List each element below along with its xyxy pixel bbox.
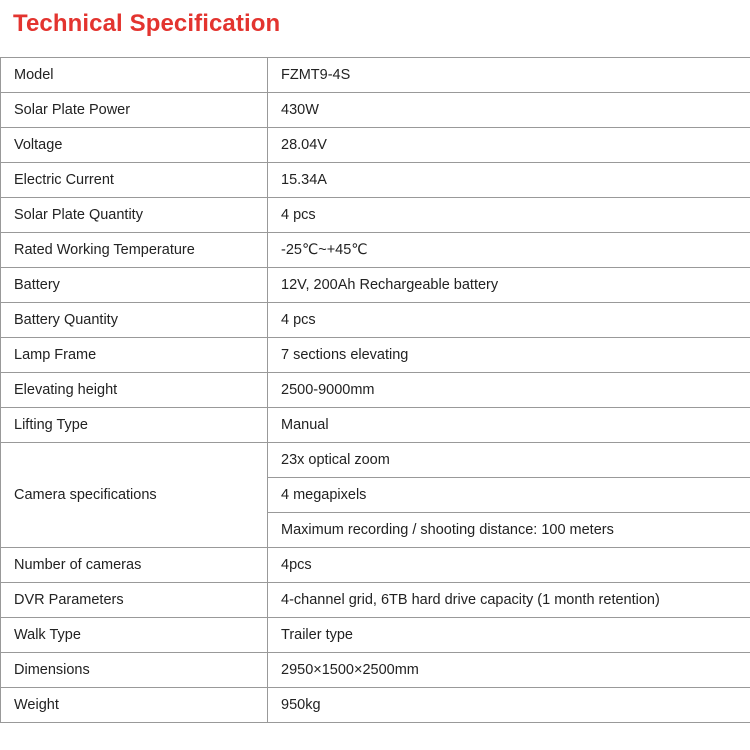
spec-label: Walk Type (1, 618, 268, 653)
spec-label: Solar Plate Quantity (1, 198, 268, 233)
table-row (1, 548, 750, 583)
spec-label: DVR Parameters (1, 583, 268, 618)
spec-value: 2500-9000mm (268, 373, 750, 408)
spec-value: 950kg (268, 688, 750, 723)
spec-label: Weight (1, 688, 268, 723)
spec-value: -25℃~+45℃ (268, 233, 750, 268)
spec-value: 28.04V (268, 128, 750, 163)
table-row (1, 408, 750, 443)
spec-label: Number of cameras (1, 548, 268, 583)
table-row (1, 443, 750, 478)
table-row (1, 233, 750, 268)
spec-value: 23x optical zoom (268, 443, 750, 478)
table-row (1, 93, 750, 128)
table-row (1, 58, 750, 93)
spec-label: Lamp Frame (1, 338, 268, 373)
spec-label: Electric Current (1, 163, 268, 198)
spec-value: 7 sections elevating (268, 338, 750, 373)
table-row (1, 688, 750, 723)
table-row (1, 653, 750, 688)
table-row (1, 128, 750, 163)
table-row (1, 198, 750, 233)
spec-label: Rated Working Temperature (1, 233, 268, 268)
page-title: Technical Specification (13, 10, 281, 37)
spec-value: 4-channel grid, 6TB hard drive capacity (1 month retention) (268, 583, 750, 618)
spec-value: 4 megapixels (268, 478, 750, 513)
spec-value: 4 pcs (268, 198, 750, 233)
spec-label: Solar Plate Power (1, 93, 268, 128)
spec-value: 2950×1500×2500mm (268, 653, 750, 688)
spec-table-body (1, 58, 750, 723)
spec-value: 12V, 200Ah Rechargeable battery (268, 268, 750, 303)
table-row (1, 268, 750, 303)
spec-label: Elevating height (1, 373, 268, 408)
spec-label: Dimensions (1, 653, 268, 688)
spec-value: 430W (268, 93, 750, 128)
spec-label: Voltage (1, 128, 268, 163)
spec-value: Trailer type (268, 618, 750, 653)
spec-value: 15.34A (268, 163, 750, 198)
spec-value: 4 pcs (268, 303, 750, 338)
spec-label: Battery (1, 268, 268, 303)
table-row (1, 303, 750, 338)
spec-label: Camera specifications (1, 443, 268, 548)
spec-value: 4pcs (268, 548, 750, 583)
table-row (1, 338, 750, 373)
table-row (1, 163, 750, 198)
spec-table (0, 57, 750, 723)
table-row (1, 373, 750, 408)
table-row (1, 583, 750, 618)
spec-label: Battery Quantity (1, 303, 268, 338)
spec-label: Model (1, 58, 268, 93)
spec-value: Maximum recording / shooting distance: 100 meters (268, 513, 750, 548)
table-row (1, 618, 750, 653)
spec-label: Lifting Type (1, 408, 268, 443)
spec-value: FZMT9-4S (268, 58, 750, 93)
spec-value: Manual (268, 408, 750, 443)
